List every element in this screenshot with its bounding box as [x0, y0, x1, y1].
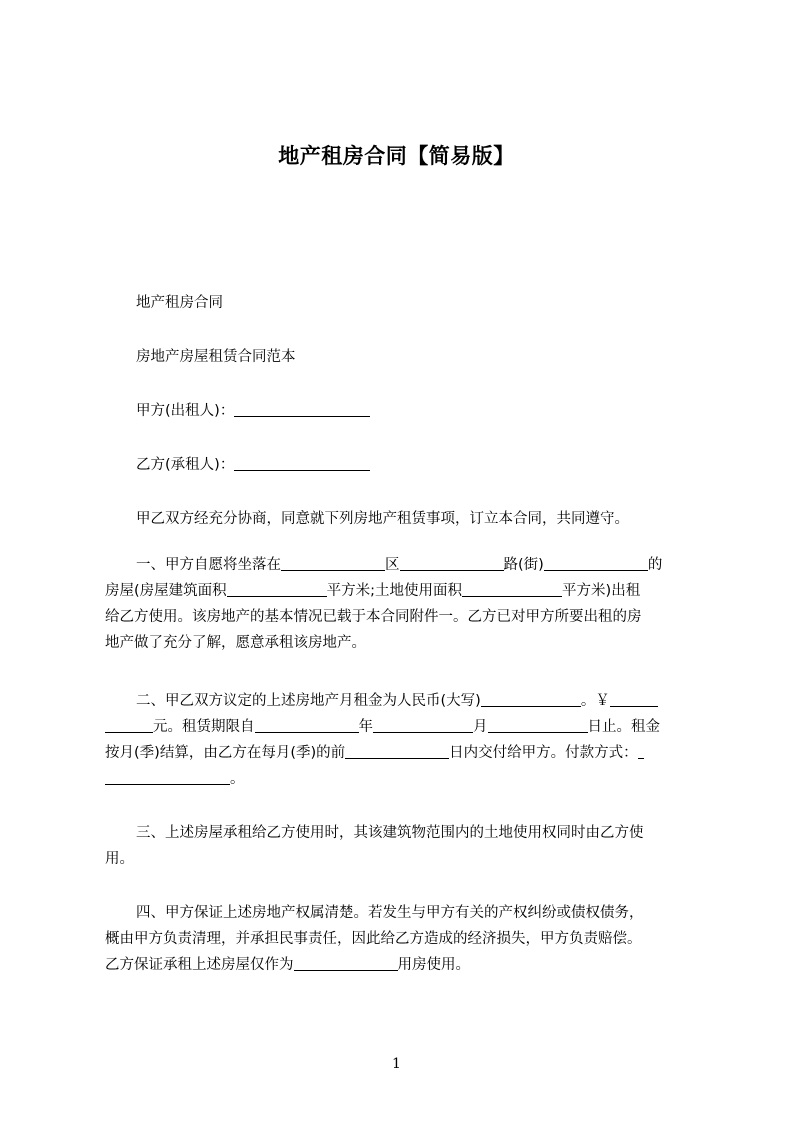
- payment-days-blank[interactable]: [345, 743, 449, 759]
- clause-1-row-3: 给乙方使用。该房地产的基本情况已载于本合同附件一。乙方已对甲方所要出租的房: [105, 609, 642, 625]
- party-a-label: 甲方(出租人)：: [136, 403, 235, 419]
- contract-heading: 地产租房合同: [136, 295, 223, 311]
- contract-subheading: 房地产房屋租赁合同范本: [136, 349, 296, 365]
- road-blank[interactable]: [400, 555, 504, 571]
- clause-1-row-4: 地产做了充分了解，愿意承租该房地产。: [105, 635, 366, 651]
- party-b-line: [136, 453, 700, 474]
- party-a-blank[interactable]: [234, 401, 370, 417]
- clause-4: [105, 900, 700, 978]
- clause-3-row-1: 三、上述房屋承租给乙方使用时，其该建筑物范围内的土地使用权同时由乙方使: [136, 825, 644, 841]
- district-blank[interactable]: [281, 555, 385, 571]
- clause-3: [105, 820, 700, 872]
- month-blank[interactable]: [373, 717, 473, 733]
- clause-2: [105, 688, 700, 792]
- rent-words-blank[interactable]: [481, 691, 581, 707]
- page-number: 1: [392, 1056, 401, 1072]
- start-date-blank[interactable]: [255, 717, 359, 733]
- clause-3-row-2: 用。: [105, 851, 134, 867]
- clause-2-row-3: 按月(季)结算，由乙方在每月(季)的前 日内交付给甲方。付款方式：: [105, 740, 700, 766]
- payment-method-blank[interactable]: [638, 743, 644, 759]
- clause-1: [105, 552, 700, 656]
- clause-1-row-1: 一、甲方自愿将坐落在 区 路(街) 的: [136, 557, 663, 573]
- clause-2-row-2: 元。租赁期限自 年 月 日止。租金: [105, 714, 700, 740]
- rent-amount-blank[interactable]: [610, 691, 658, 707]
- payment-method-blank-cont[interactable]: [105, 769, 230, 785]
- party-a-line: [136, 399, 700, 420]
- party-b-label: 乙方(承租人)：: [136, 457, 235, 473]
- building-area-blank[interactable]: [227, 581, 327, 597]
- land-area-blank[interactable]: [462, 581, 562, 597]
- party-b-blank[interactable]: [234, 455, 370, 471]
- clause-4-row-2: 概由甲方负责清理，并承担民事责任，因此给乙方造成的经济损失，甲方负责赔偿。: [105, 931, 642, 947]
- end-date-blank[interactable]: [488, 717, 588, 733]
- location-blank[interactable]: [544, 555, 648, 571]
- clause-1-row-2: 房屋(房屋建筑面积 平方米;土地使用面积 平方米)出租: [105, 583, 641, 599]
- document-title: 地产租房合同【简易版】: [278, 144, 515, 168]
- clause-2-row-4: 。: [105, 766, 700, 792]
- clause-4-row-3: 乙方保证承租上述房屋仅作为 用房使用。: [105, 957, 470, 973]
- clause-2-row-1: 二、甲乙双方议定的上述房地产月租金为人民币(大写) 。￥: [105, 688, 700, 714]
- usage-blank[interactable]: [294, 955, 398, 971]
- intro-paragraph: 甲乙双方经充分协商，同意就下列房地产租赁事项，订立本合同，共同遵守。: [136, 511, 629, 527]
- rent-amount-blank-cont[interactable]: [105, 717, 153, 733]
- clause-4-row-1: 四、甲方保证上述房地产权属清楚。若发生与甲方有关的产权纠纷或债权债务，: [136, 905, 644, 921]
